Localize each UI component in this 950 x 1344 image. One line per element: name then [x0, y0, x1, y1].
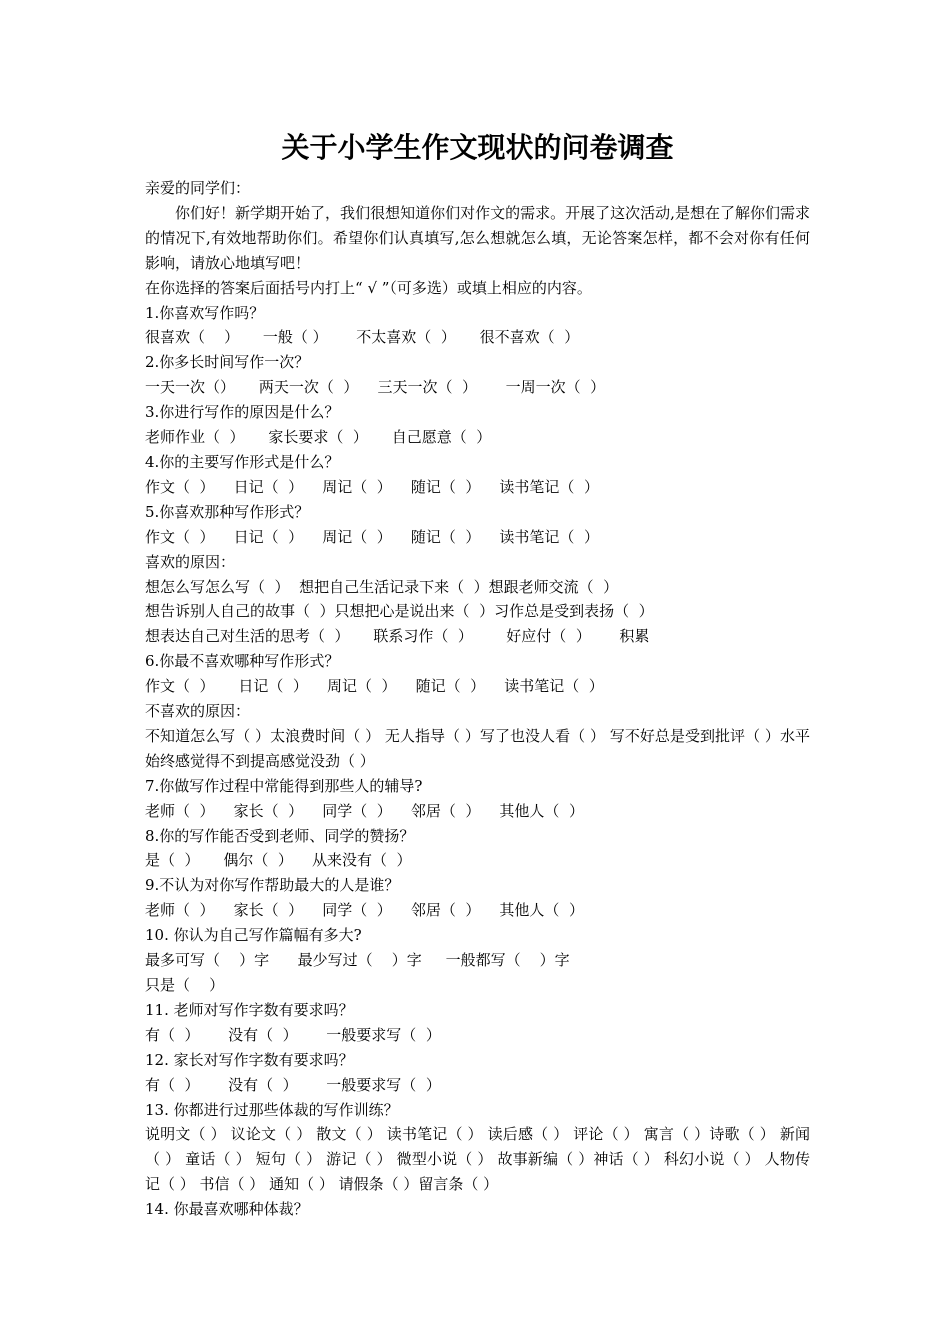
question-9-options: 老师（ ） 家长（ ） 同学（ ） 邻居（ ） 其他人（ ）	[145, 901, 584, 920]
question-7: 7.你做写作过程中常能得到那些人的辅导?	[145, 776, 423, 795]
intro-paragraph: 你们好！新学期开始了，我们很想知道你们对作文的需求。开展了这次活动,是想在了解你们需求的情况下,有效地帮助你们。希望你们认真填写,怎么想就怎么填，无论答案怎样，都不会对你有任何影响，请放心地填写吧！	[145, 203, 810, 272]
question-5-reason-line-1: 想怎么写怎么写（ ） 想把自己生活记录下来（ ）想跟老师交流（ ）	[145, 577, 619, 596]
question-4-options: 作文（ ） 日记（ ） 周记（ ） 随记（ ） 读书笔记（ ）	[145, 477, 599, 496]
question-1: 1.你喜欢写作吗？	[145, 303, 265, 322]
question-3-options: 老师作业（ ） 家长要求（ ） 自己愿意（ ）	[145, 428, 492, 447]
question-8-options: 是（ ） 偶尔（ ） 从来没有（ ）	[145, 851, 412, 870]
question-2: 2.你多长时间写作一次？	[145, 353, 310, 372]
question-8: 8.你的写作能否受到老师、同学的赞扬？	[145, 826, 415, 845]
question-5-reason-line-2: 想告诉别人自己的故事（ ）只想把心是说出来（ ）习作总是受到表扬（ ）	[145, 602, 654, 621]
question-9: 9.不认为对你写作帮助最大的人是谁？	[145, 876, 400, 895]
question-13: 13. 你都进行过那些体裁的写作训练？	[145, 1100, 399, 1119]
question-6: 6.你最不喜欢哪种写作形式？	[145, 652, 340, 671]
question-5: 5.你喜欢那种写作形式？	[145, 502, 310, 521]
question-11: 11. 老师对写作字数有要求吗？	[145, 1000, 354, 1019]
question-11-options: 有（ ） 没有（ ） 一般要求写（ ）	[145, 1025, 441, 1044]
question-12: 12. 家长对写作字数有要求吗？	[145, 1050, 354, 1069]
questionnaire-page	[145, 128, 810, 1222]
question-10-options-2: 只是（ ）	[145, 976, 225, 994]
question-14: 14. 你最喜欢哪种体裁？	[145, 1200, 309, 1219]
question-1-options: 很喜欢（ ） 一般（ ） 不太喜欢（ ） 很不喜欢（ ）	[145, 328, 580, 347]
page-title: 关于小学生作文现状的问卷调查	[281, 131, 674, 164]
question-5-reason-label: 喜欢的原因：	[145, 552, 236, 571]
question-6-options: 作文（ ） 日记（ ） 周记（ ） 随记（ ） 读书笔记（ ）	[145, 677, 604, 696]
question-5-options: 作文（ ） 日记（ ） 周记（ ） 随记（ ） 读书笔记（ ）	[145, 527, 599, 546]
question-7-options: 老师（ ） 家长（ ） 同学（ ） 邻居（ ） 其他人（ ）	[145, 801, 584, 820]
instructions: 在你选择的答案后面括号内打上“ √ ”（可多选）或填上相应的内容。	[145, 278, 592, 297]
question-2-options: 一天一次（） 两天一次（ ） 三天一次（ ） 一周一次（ ）	[145, 378, 606, 397]
question-10-options: 最多可写（ ）字 最少写过（ ）字 一般都写（ ）字	[145, 951, 570, 970]
question-6-reason-text: 不知道怎么写（ ）太浪费时间（ ） 无人指导（ ）写了也没人看（ ） 写不好总是受到批评（ ）水平始终感觉得不到提高感觉没劲（ ）	[145, 726, 810, 770]
greeting: 亲爱的同学们：	[145, 179, 251, 197]
question-12-options: 有（ ） 没有（ ） 一般要求写（ ）	[145, 1075, 441, 1094]
question-3: 3.你进行写作的原因是什么？	[145, 403, 340, 422]
question-13-options: 说明文（ ） 议论文（ ） 散文（ ） 读书笔记（ ） 读后感（ ） 评论（ ） 寓言（ ）诗歌（ ） 新闻（ ） 童话（ ） 短句（ ） 游记（ ） 微型小说（ ） 故事新编（ ）神话（ ） 科幻小说（ ） 人物传记（ ） 书信（ ） 通知（ ） 请假条（ ）留言条（ ）	[145, 1125, 810, 1194]
question-10: 10. 你认为自己写作篇幅有多大?	[145, 926, 362, 945]
question-4: 4.你的主要写作形式是什么？	[145, 452, 340, 471]
question-5-reason-line-3: 想表达自己对生活的思考（ ） 联系习作（ ） 好应付（ ） 积累	[145, 627, 650, 646]
question-6-reason-label: 不喜欢的原因：	[145, 702, 251, 721]
